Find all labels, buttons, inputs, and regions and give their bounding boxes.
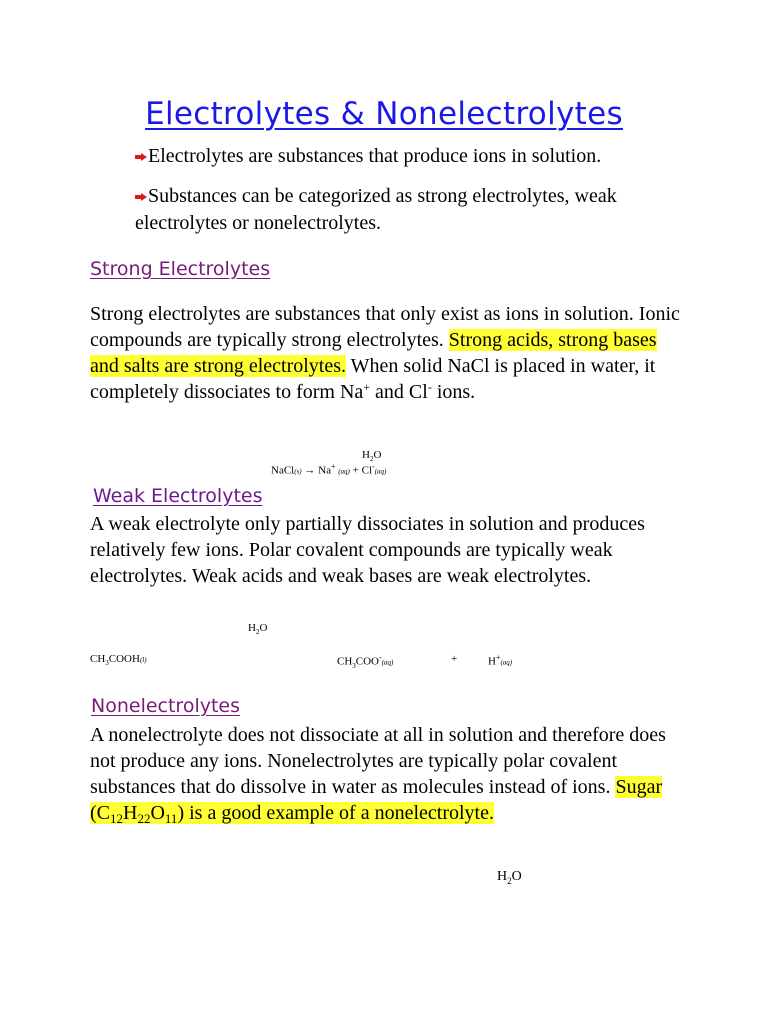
eq-product: Cl <box>361 464 373 477</box>
strong-text-2: When solid NaCl is placed in water, it completely dissociates to form Na <box>90 355 656 403</box>
eq-charge: - <box>379 653 382 662</box>
bullet-2 <box>135 183 617 210</box>
eq-state: (aq) <box>338 467 350 476</box>
hl-text: Sugar (C <box>90 776 663 824</box>
bullet-2-continued: electrolytes or nonelectrolytes. <box>135 212 382 234</box>
strong-text-4: ions. <box>431 381 476 403</box>
eq-charge: + <box>495 653 501 662</box>
eq-state: (s) <box>294 467 302 476</box>
non-paragraph <box>90 722 690 826</box>
arrow-bullet-icon <box>135 153 147 161</box>
eq-arrow: → <box>304 464 316 477</box>
weak-paragraph: A weak electrolyte only partially dissociates in solution and produces relatively few ions. Polar covalent compounds are typically weak electrolytes. Weak acids and weak bases are weak electrolytes. <box>90 513 645 587</box>
arrow-bullet-icon <box>135 193 147 201</box>
section-heading-strong: Strong Electrolytes <box>90 258 271 280</box>
strong-highlight: Strong acids, strong bases and salts are strong electrolytes. <box>90 329 657 377</box>
cl-charge: - <box>427 380 432 394</box>
na-charge: + <box>363 380 371 394</box>
eq-state: (aq) <box>500 658 513 667</box>
bullet-1 <box>135 143 601 170</box>
section-heading-weak: Weak Electrolytes <box>93 485 263 507</box>
hl-text-end: ) is a good example of a nonelectrolyte. <box>177 802 494 824</box>
strong-paragraph <box>90 301 690 405</box>
nacl-equation <box>271 462 386 477</box>
page-title: Electrolytes & Nonelectrolytes <box>145 96 623 132</box>
weak-eq-product2 <box>488 653 512 668</box>
non-text: A nonelectrolyte does not dissociate at all in solution and therefore does not produce any ions. Nonelectrolytes are typically polar covalent substances that do dissolve in water as molecules instead of ions. <box>90 724 666 798</box>
section-heading-non: Nonelectrolytes <box>91 695 241 717</box>
weak-eq-solvent: $H_2O$ <box>248 622 268 637</box>
o-sub: 11 <box>164 811 178 826</box>
bullet-text: Electrolytes are substances that produce ions in solution. <box>148 145 602 167</box>
hl-h: H <box>123 802 138 824</box>
eq-state: (aq) <box>374 467 387 476</box>
strong-text: Strong electrolytes are substances that only exist as ions in solution. Ionic compounds are typically strong electrolytes. <box>90 303 680 351</box>
eq-charge: - <box>372 462 375 471</box>
weak-eq-plus: + <box>451 653 458 665</box>
bullet-text: Substances can be categorized as strong electrolytes, weak <box>148 185 617 207</box>
non-eq-solvent: $H_2O$ <box>497 869 522 886</box>
weak-eq-reactant: $CH_3COOH(l)$ <box>90 653 147 668</box>
eq-reactant: NaCl <box>271 464 295 477</box>
eq-plus: + <box>352 464 359 477</box>
eq-charge: + <box>330 462 336 471</box>
strong-eq-solvent: $H_2O$ <box>362 449 382 464</box>
eq-state: (l) <box>139 656 147 664</box>
weak-eq-product1: $CH_3COO^-(aq)$ <box>337 653 394 670</box>
h-sub: 22 <box>137 811 151 826</box>
eq-state: (aq) <box>381 658 394 667</box>
eq-product: Na <box>318 464 331 477</box>
hl-o: O <box>150 802 165 824</box>
eq-product: H <box>488 655 496 668</box>
strong-text-3: and Cl <box>370 381 428 403</box>
c-sub: 12 <box>110 811 123 826</box>
